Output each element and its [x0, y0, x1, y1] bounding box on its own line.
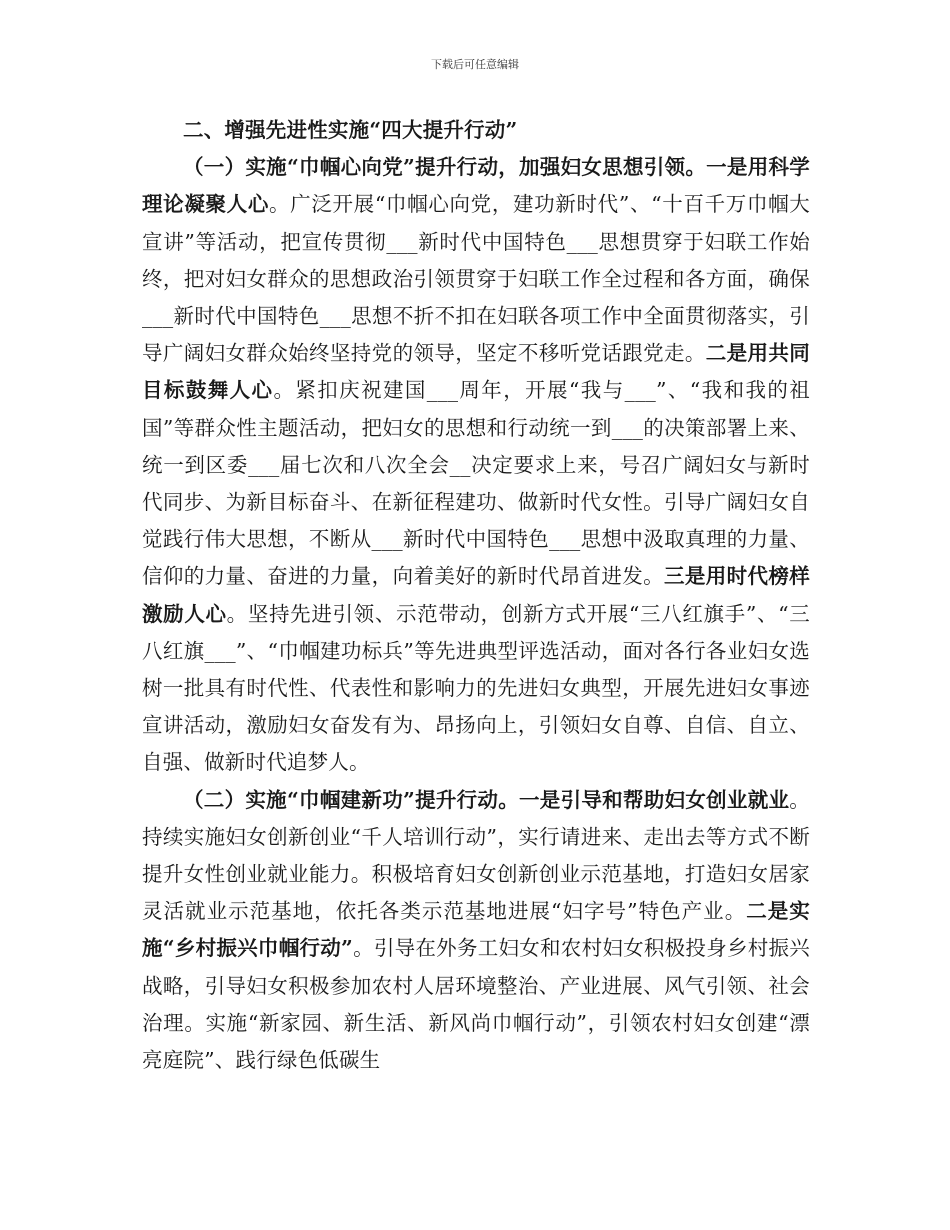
paragraph-text: 。持续实施妇女创新创业“千人培训行动”，实行请进来、走出去等方式不断提升女性创业就业能力。积极培育妇女创新创业示范基地，打造妇女居家灵活就业示范基地，依托各类示范基地进展“妇字号”特色产业。: [142, 787, 810, 924]
paragraph-text: 。引导在外务工妇女和农村妇女积极投身乡村振兴战略，引导妇女积极参加农村人居环境整治、产业进展、风气引领、社会治理。实施“新家园、新生活、新风尚巾帼行动”，引领农村妇女创建“漂亮庭院”、践行绿色低碳生: [142, 936, 810, 1073]
document-body: [142, 112, 810, 1079]
paragraph-lead-bold: （二）实施“巾帼建新功”提升行动。一是引导和帮助妇女创业就业: [183, 787, 790, 812]
section-heading: 二、增强先进性实施“四大提升行动”: [183, 118, 518, 142]
paragraph-new-merit: [142, 782, 810, 1080]
paragraph-thought-guidance: [142, 149, 810, 781]
paragraph-text: 。紧扣庆祝建国___周年，开展“我与___”、“我和我的祖国”等群众性主题活动，把妇女的思想和行动统一到___的决策部署上来、统一到区委___届七次和八次全会__决定要求上来，号召广阔妇女与新时代同步、为新目标奋斗、在新征程建功、做新时代女性。引导广阔妇女自觉践行伟大思想，不断从___新时代中国特色___思想中汲取真理的力量、信仰的力量、奋进的力量，向着美好的新时代昂首进发。: [142, 378, 810, 589]
paragraph-point-bold: 三是用时代榜样激励人心: [142, 564, 810, 626]
paragraph-point-bold: 二是用共同目标鼓舞人心: [142, 341, 811, 403]
page-header: 下载后可任意编辑: [431, 58, 519, 71]
paragraph-lead-bold: （一）实施“巾帼心向党”提升行动，加强妇女思想引领。一是用科学理论凝聚人心: [142, 155, 810, 217]
paragraph-point-bold: 二是实施“乡村振兴巾帼行动”: [142, 899, 810, 961]
paragraph-text: 。广泛开展“巾帼心向党，建功新时代”、“十百千万巾帼大宣讲”等活动，把宣传贯彻___新时代中国特色___思想贯穿于妇联工作始终，把对妇女群众的思想政治引领贯穿于妇联工作全过程和各方面，确保___新时代中国特色___思想不折不扣在妇联各项工作中全面贯彻落实，引导广阔妇女群众始终坚持党的领导，坚定不移听党话跟党走。: [142, 192, 811, 366]
paragraph-text: 。坚持先进引领、示范带动，创新方式开展“三八红旗手”、“三八红旗___”、“巾帼建功标兵”等先进典型评选活动，面对各行各业妇女选树一批具有时代性、代表性和影响力的先进妇女典型，开展先进妇女事迹宣讲活动，激励妇女奋发有为、昂扬向上，引领妇女自尊、自信、自立、自强、做新时代追梦人。: [142, 601, 810, 775]
